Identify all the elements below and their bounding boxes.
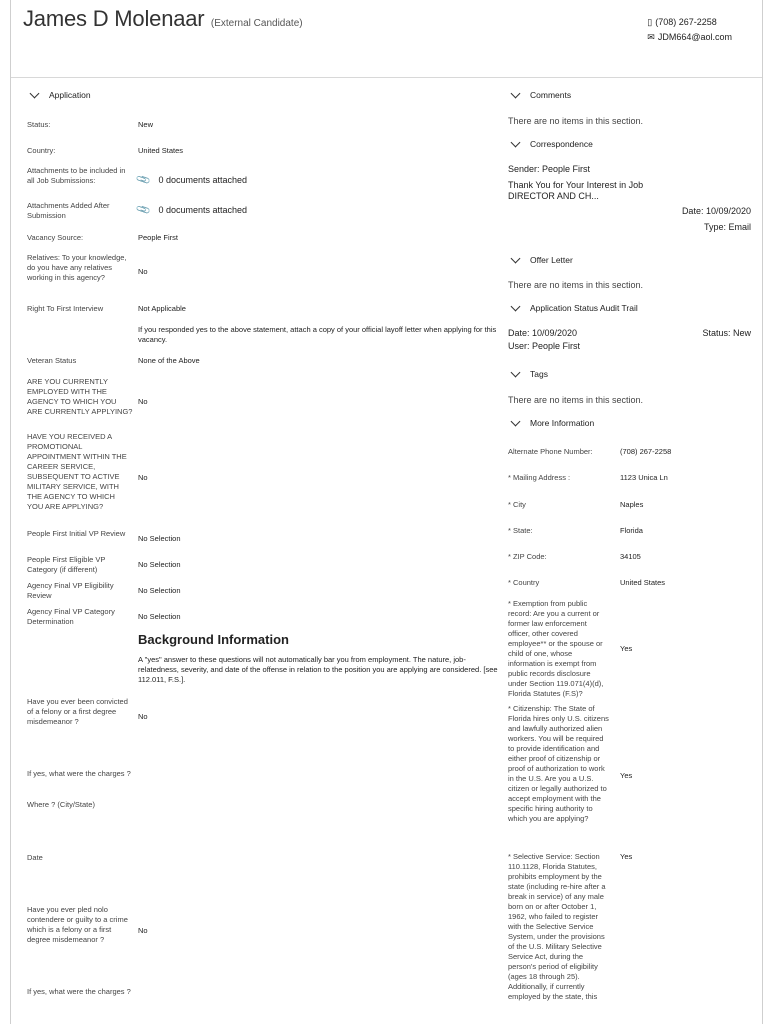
candidate-email: JDM664@aol.com [657,32,732,42]
candidate-phone: (708) 267-2258 [655,17,717,27]
vacancy-source-value: People First [138,233,179,242]
tags-title: Tags [530,369,548,379]
contact-info [647,15,732,45]
country-label: Country: [27,146,56,155]
vacancy-source-label: Vacancy Source: [27,233,84,242]
audit-user: User: People First [508,341,581,351]
background-title: Background Information [138,632,289,647]
attachments-after-link[interactable] [135,202,248,219]
more-info-title: More Information [530,418,595,428]
background-note: A "yes" answer to these questions will not automatically bar you from employment. The nature, job-relatedness, severity, and date of the offense in relation to the position you are applying are considered. [see 112.011, F.S.]. [138,655,498,684]
comments-section-header[interactable] [508,90,571,100]
mailing-address-label: * Mailing Address : [508,473,571,482]
paperclip-icon: 📎 [135,172,153,189]
status-value: New [138,120,154,129]
audit-trail-title: Application Status Audit Trail [530,303,638,313]
vp-category-label: Agency Final VP Category Determination [27,607,115,626]
chevron-down-icon[interactable] [511,137,521,147]
attachments-link[interactable] [135,172,248,189]
veteran-value: None of the Above [138,356,200,365]
more-country-value: United States [620,578,666,587]
attachments-after-value: 0 documents attached [158,205,248,215]
vp-category-value: No Selection [138,612,181,621]
felony-label: Have you ever been convicted of a felony or a first degree misdemeanor ? [27,697,128,726]
chevron-down-icon[interactable] [511,253,521,263]
selective-service-label: * Selective Service: Section 110.1128, Florida Statutes, prohibits employment by the state (including re-hire after a break in service) of any male born on or after October 1, 1962, who failed to register with the Selective Service System, under the provisions of the U.S. Military Selective Service Act, during the person's period of eligibility (ages 18 through 25). Additionally, if currently employed by the state, this [508,852,606,1001]
candidate-type: (External Candidate) [210,18,303,29]
paperclip-icon: 📎 [135,202,153,219]
zip-value: 34105 [620,552,641,561]
relatives-value: No [138,267,148,276]
correspondence-section-header[interactable] [508,139,593,149]
vp-agency-label: Agency Final VP Eligibility Review [27,581,114,600]
tags-empty: There are no items in this section. [508,395,644,405]
rfi-value: Not Applicable [138,304,186,313]
charges2-label: If yes, what were the charges ? [27,987,131,996]
where-label: Where ? (City/State) [27,800,95,809]
offer-letter-empty: There are no items in this section. [508,280,644,290]
country-value: United States [138,146,184,155]
envelope-icon: ✉ [647,32,655,42]
state-label: * State: [508,526,533,535]
application-title: Application [49,90,91,100]
vp-agency-value: No Selection [138,586,181,595]
chevron-down-icon[interactable] [30,88,40,98]
status-label: Status: [27,120,51,129]
audit-trail-section-header[interactable] [508,303,638,313]
audit-status: Status: New [702,328,751,338]
comments-title: Comments [530,90,572,100]
offer-letter-title: Offer Letter [530,255,573,265]
more-country-label: * Country [508,578,540,587]
citizenship-value: Yes [620,771,633,780]
city-value: Naples [620,500,644,509]
candidate-header [23,6,303,32]
vp-eligible-value: No Selection [138,560,181,569]
tags-section-header[interactable] [508,369,548,379]
exemption-value: Yes [620,644,633,653]
employed-label: ARE YOU CURRENTLY EMPLOYED WITH THE AGENCY TO WHICH YOU ARE CURRENTLY APPLYING? [27,377,133,416]
nolo-value: No [138,926,148,935]
phone-line[interactable] [647,15,732,30]
phone-icon: ▯ [647,17,653,27]
vp-eligible-label: People First Eligible VP Category (if different) [27,555,106,574]
exemption-label: * Exemption from public record: Are you a current or former law enforcement officer, other covered employee** or the spouse or child of one, whose information is exempt from public records disclosure under Section 119.071(4)(d), Florida Statutes (F.S)? [508,599,604,698]
alt-phone-label: Alternate Phone Number: [508,447,593,456]
state-value: Florida [620,526,643,535]
vp-initial-value: No Selection [138,534,181,543]
alt-phone-value: (708) 267-2258 [620,447,672,456]
mailing-address-value: 1123 Unica Ln [620,473,668,482]
nolo-label: Have you ever pled nolo contendere or guilty to a crime which is a felony or a first degree misdemeanor ? [27,905,128,944]
correspondence-sender: Sender: People First [508,164,591,174]
chevron-down-icon[interactable] [511,416,521,426]
attachments-value: 0 documents attached [158,175,248,185]
veteran-label: Veteran Status [27,356,77,365]
chevron-down-icon[interactable] [511,301,521,311]
attachments-label: Attachments to be included in all Job Submissions: [27,166,126,185]
offer-letter-section-header[interactable] [508,255,573,265]
date-label: Date [27,853,43,862]
more-info-section-header[interactable] [508,418,594,428]
employed-value: No [138,397,148,406]
header-divider [11,77,762,78]
rfi-label: Right To First Interview [27,304,104,313]
relatives-label: Relatives: To your knowledge, do you have any relatives working in this agency? [27,253,127,282]
attachments-after-label: Attachments Added After Submission [27,201,110,220]
comments-empty: There are no items in this section. [508,116,644,126]
citizenship-label: * Citizenship: The State of Florida hires only U.S. citizens and lawfully authorized alien workers. You will be required to provide identification and either proof of citizenship or proof of authorization to work in the U.S. Are you a U.S. citizen or legally authorized to accept employment with the specific hiring authority to which you are applying? [508,704,609,823]
correspondence-date: Date: 10/09/2020 [681,206,751,216]
email-line[interactable] [647,30,732,45]
city-label: * City [508,500,526,509]
correspondence-title: Correspondence [530,139,593,149]
zip-label: * ZIP Code: [508,552,547,561]
chevron-down-icon[interactable] [511,367,521,377]
audit-date: Date: 10/09/2020 [508,328,578,338]
selective-service-value: Yes [620,852,633,861]
correspondence-subject[interactable]: Thank You for Your Interest in Job DIRECTOR AND CH... [508,180,644,201]
application-section-header[interactable] [27,90,91,100]
vp-initial-label: People First Initial VP Review [27,529,126,538]
correspondence-type: Type: Email [703,222,751,232]
felony-value: No [138,712,148,721]
rfi-note: If you responded yes to the above statement, attach a copy of your official layoff letter when applying for this vacancy. [138,325,497,344]
promotional-label: HAVE YOU RECEIVED A PROMOTIONAL APPOINTMENT WITHIN THE CAREER SERVICE, SUBSEQUENT TO ACTIVE MILITARY SERVICE, WITH THE AGENCY TO WHICH YOU ARE APPLYING? [27,432,127,511]
promotional-value: No [138,473,148,482]
candidate-name: James D Molenaar [23,6,205,31]
chevron-down-icon[interactable] [511,88,521,98]
charges-label: If yes, what were the charges ? [27,769,131,778]
